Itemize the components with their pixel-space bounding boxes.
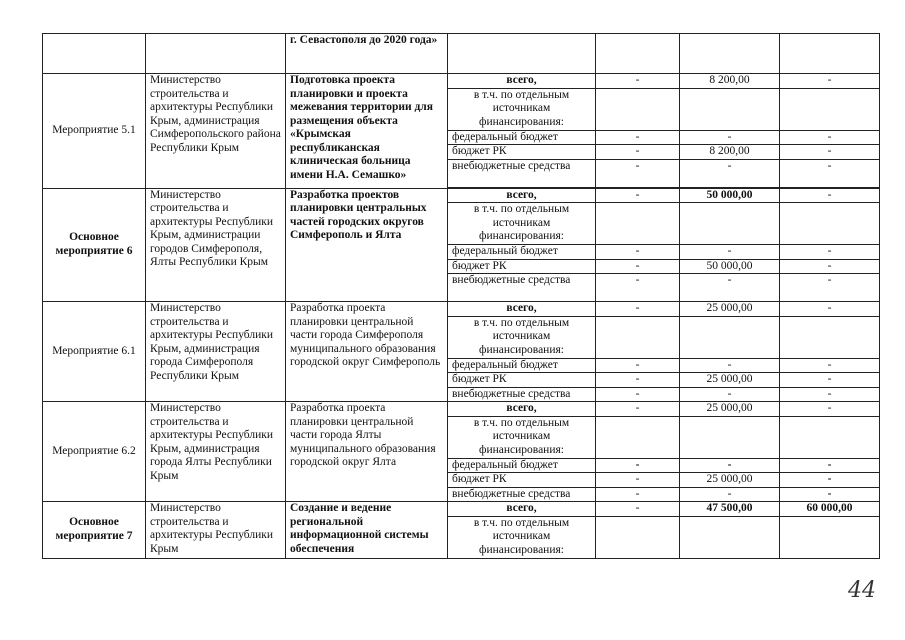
table-row xyxy=(43,302,880,317)
value-cell xyxy=(780,416,880,458)
value-cell: - xyxy=(780,487,880,502)
value-cell: - xyxy=(680,358,780,373)
value-cell: 8 200,00 xyxy=(680,74,780,89)
value-cell: - xyxy=(596,188,680,203)
executor-cell xyxy=(146,34,286,74)
source-cell: внебюджетные средства xyxy=(448,387,596,402)
event-cell: Мероприятие 6.2 xyxy=(43,402,146,502)
value-cell: - xyxy=(596,458,680,473)
value-cell: - xyxy=(780,402,880,417)
value-cell: - xyxy=(596,473,680,488)
source-cell: бюджет РК xyxy=(448,473,596,488)
source-cell: всего, xyxy=(448,402,596,417)
table-row xyxy=(43,74,880,89)
value-cell: 25 000,00 xyxy=(680,373,780,388)
event-cell: Основное мероприятие 6 xyxy=(43,188,146,302)
value-cell: - xyxy=(596,373,680,388)
value-cell xyxy=(680,316,780,358)
value-cell: - xyxy=(780,458,880,473)
value-cell: - xyxy=(596,274,680,302)
source-cell: бюджет РК xyxy=(448,373,596,388)
event-cell: Мероприятие 6.1 xyxy=(43,302,146,402)
event-cell xyxy=(43,34,146,74)
value-cell: - xyxy=(780,245,880,260)
source-cell xyxy=(448,34,596,74)
value-cell: - xyxy=(780,274,880,302)
value-cell xyxy=(780,203,880,245)
value-cell: 25 000,00 xyxy=(680,473,780,488)
table-row xyxy=(43,402,880,417)
value-cell: - xyxy=(780,74,880,89)
value-cell xyxy=(780,516,880,558)
value-cell: - xyxy=(680,130,780,145)
description-cell: Создание и ведение региональной информационной системы обеспечения xyxy=(286,502,448,559)
value-cell xyxy=(596,34,680,74)
executor-cell: Министерство строительства и архитектуры Республики Крым, администрации городов Симферополя, Ялты Республики Крым xyxy=(146,188,286,302)
value-cell: - xyxy=(596,259,680,274)
value-cell: 50 000,00 xyxy=(680,188,780,203)
source-cell: федеральный бюджет xyxy=(448,458,596,473)
executor-cell: Министерство строительства и архитектуры Республики Крым xyxy=(146,502,286,559)
event-cell: Основное мероприятие 7 xyxy=(43,502,146,559)
value-cell xyxy=(596,516,680,558)
description-cell: Разработка проекта планировки центральной части города Ялты муниципального образования городской округ Ялта xyxy=(286,402,448,502)
value-cell: - xyxy=(596,402,680,417)
value-cell xyxy=(596,416,680,458)
value-cell: - xyxy=(596,159,680,187)
value-cell xyxy=(596,203,680,245)
source-cell: всего, xyxy=(448,302,596,317)
value-cell: - xyxy=(596,302,680,317)
source-cell: внебюджетные средства xyxy=(448,487,596,502)
value-cell: 8 200,00 xyxy=(680,145,780,160)
value-cell: 50 000,00 xyxy=(680,259,780,274)
value-cell xyxy=(780,88,880,130)
description-cell: Подготовка проекта планировки и проекта межевания территории для размещения объекта «Крымская республиканская клиническая больница имени Н.А. Семашко» xyxy=(286,74,448,189)
value-cell xyxy=(780,316,880,358)
description-cell: г. Севастополя до 2020 года» xyxy=(286,34,448,74)
source-cell: всего, xyxy=(448,188,596,203)
value-cell xyxy=(596,316,680,358)
budget-table xyxy=(42,33,880,559)
value-cell xyxy=(680,416,780,458)
value-cell: - xyxy=(780,130,880,145)
source-cell: в т.ч. по отдельным источникам финансирования: xyxy=(448,416,596,458)
value-cell: - xyxy=(596,145,680,160)
value-cell: - xyxy=(780,302,880,317)
value-cell: - xyxy=(680,487,780,502)
value-cell: 25 000,00 xyxy=(680,302,780,317)
table-row xyxy=(43,34,880,74)
value-cell: - xyxy=(596,130,680,145)
page-number: 44 xyxy=(848,578,876,603)
value-cell: - xyxy=(596,245,680,260)
value-cell: - xyxy=(680,159,780,187)
value-cell xyxy=(680,516,780,558)
value-cell xyxy=(680,88,780,130)
value-cell: - xyxy=(780,145,880,160)
value-cell: 60 000,00 xyxy=(780,502,880,517)
event-cell: Мероприятие 5.1 xyxy=(43,74,146,189)
source-cell: в т.ч. по отдельным источникам финансирования: xyxy=(448,316,596,358)
description-cell: Разработка проекта планировки центральной части города Симферополя муниципального образования городской округ Симферополь xyxy=(286,302,448,402)
value-cell: - xyxy=(780,373,880,388)
source-cell: федеральный бюджет xyxy=(448,245,596,260)
source-cell: всего, xyxy=(448,502,596,517)
value-cell: - xyxy=(780,358,880,373)
value-cell: - xyxy=(596,487,680,502)
value-cell: 47 500,00 xyxy=(680,502,780,517)
source-cell: бюджет РК xyxy=(448,145,596,160)
source-cell: федеральный бюджет xyxy=(448,358,596,373)
source-cell: федеральный бюджет xyxy=(448,130,596,145)
executor-cell: Министерство строительства и архитектуры Республики Крым, администрация Симферопольского района Республики Крым xyxy=(146,74,286,189)
value-cell: - xyxy=(780,159,880,187)
executor-cell: Министерство строительства и архитектуры Республики Крым, администрация города Симферополя Республики Крым xyxy=(146,302,286,402)
value-cell: - xyxy=(680,387,780,402)
value-cell xyxy=(680,34,780,74)
value-cell: - xyxy=(780,473,880,488)
value-cell: - xyxy=(680,274,780,302)
value-cell: - xyxy=(680,245,780,260)
value-cell xyxy=(596,88,680,130)
value-cell: - xyxy=(780,188,880,203)
value-cell: - xyxy=(780,387,880,402)
source-cell: бюджет РК xyxy=(448,259,596,274)
executor-cell: Министерство строительства и архитектуры Республики Крым, администрация города Ялты Республики Крым xyxy=(146,402,286,502)
table-row xyxy=(43,502,880,517)
value-cell: - xyxy=(596,387,680,402)
value-cell: - xyxy=(596,74,680,89)
source-cell: всего, xyxy=(448,74,596,89)
value-cell xyxy=(780,34,880,74)
source-cell: в т.ч. по отдельным источникам финансирования: xyxy=(448,203,596,245)
source-cell: в т.ч. по отдельным источникам финансирования: xyxy=(448,88,596,130)
table-row xyxy=(43,188,880,203)
source-cell: в т.ч. по отдельным источникам финансирования: xyxy=(448,516,596,558)
source-cell: внебюджетные средства xyxy=(448,159,596,187)
description-cell: Разработка проектов планировки центральных частей городских округов Симферополь и Ялта xyxy=(286,188,448,302)
value-cell: 25 000,00 xyxy=(680,402,780,417)
value-cell: - xyxy=(596,502,680,517)
source-cell: внебюджетные средства xyxy=(448,274,596,302)
value-cell: - xyxy=(596,358,680,373)
value-cell xyxy=(680,203,780,245)
value-cell: - xyxy=(680,458,780,473)
value-cell: - xyxy=(780,259,880,274)
